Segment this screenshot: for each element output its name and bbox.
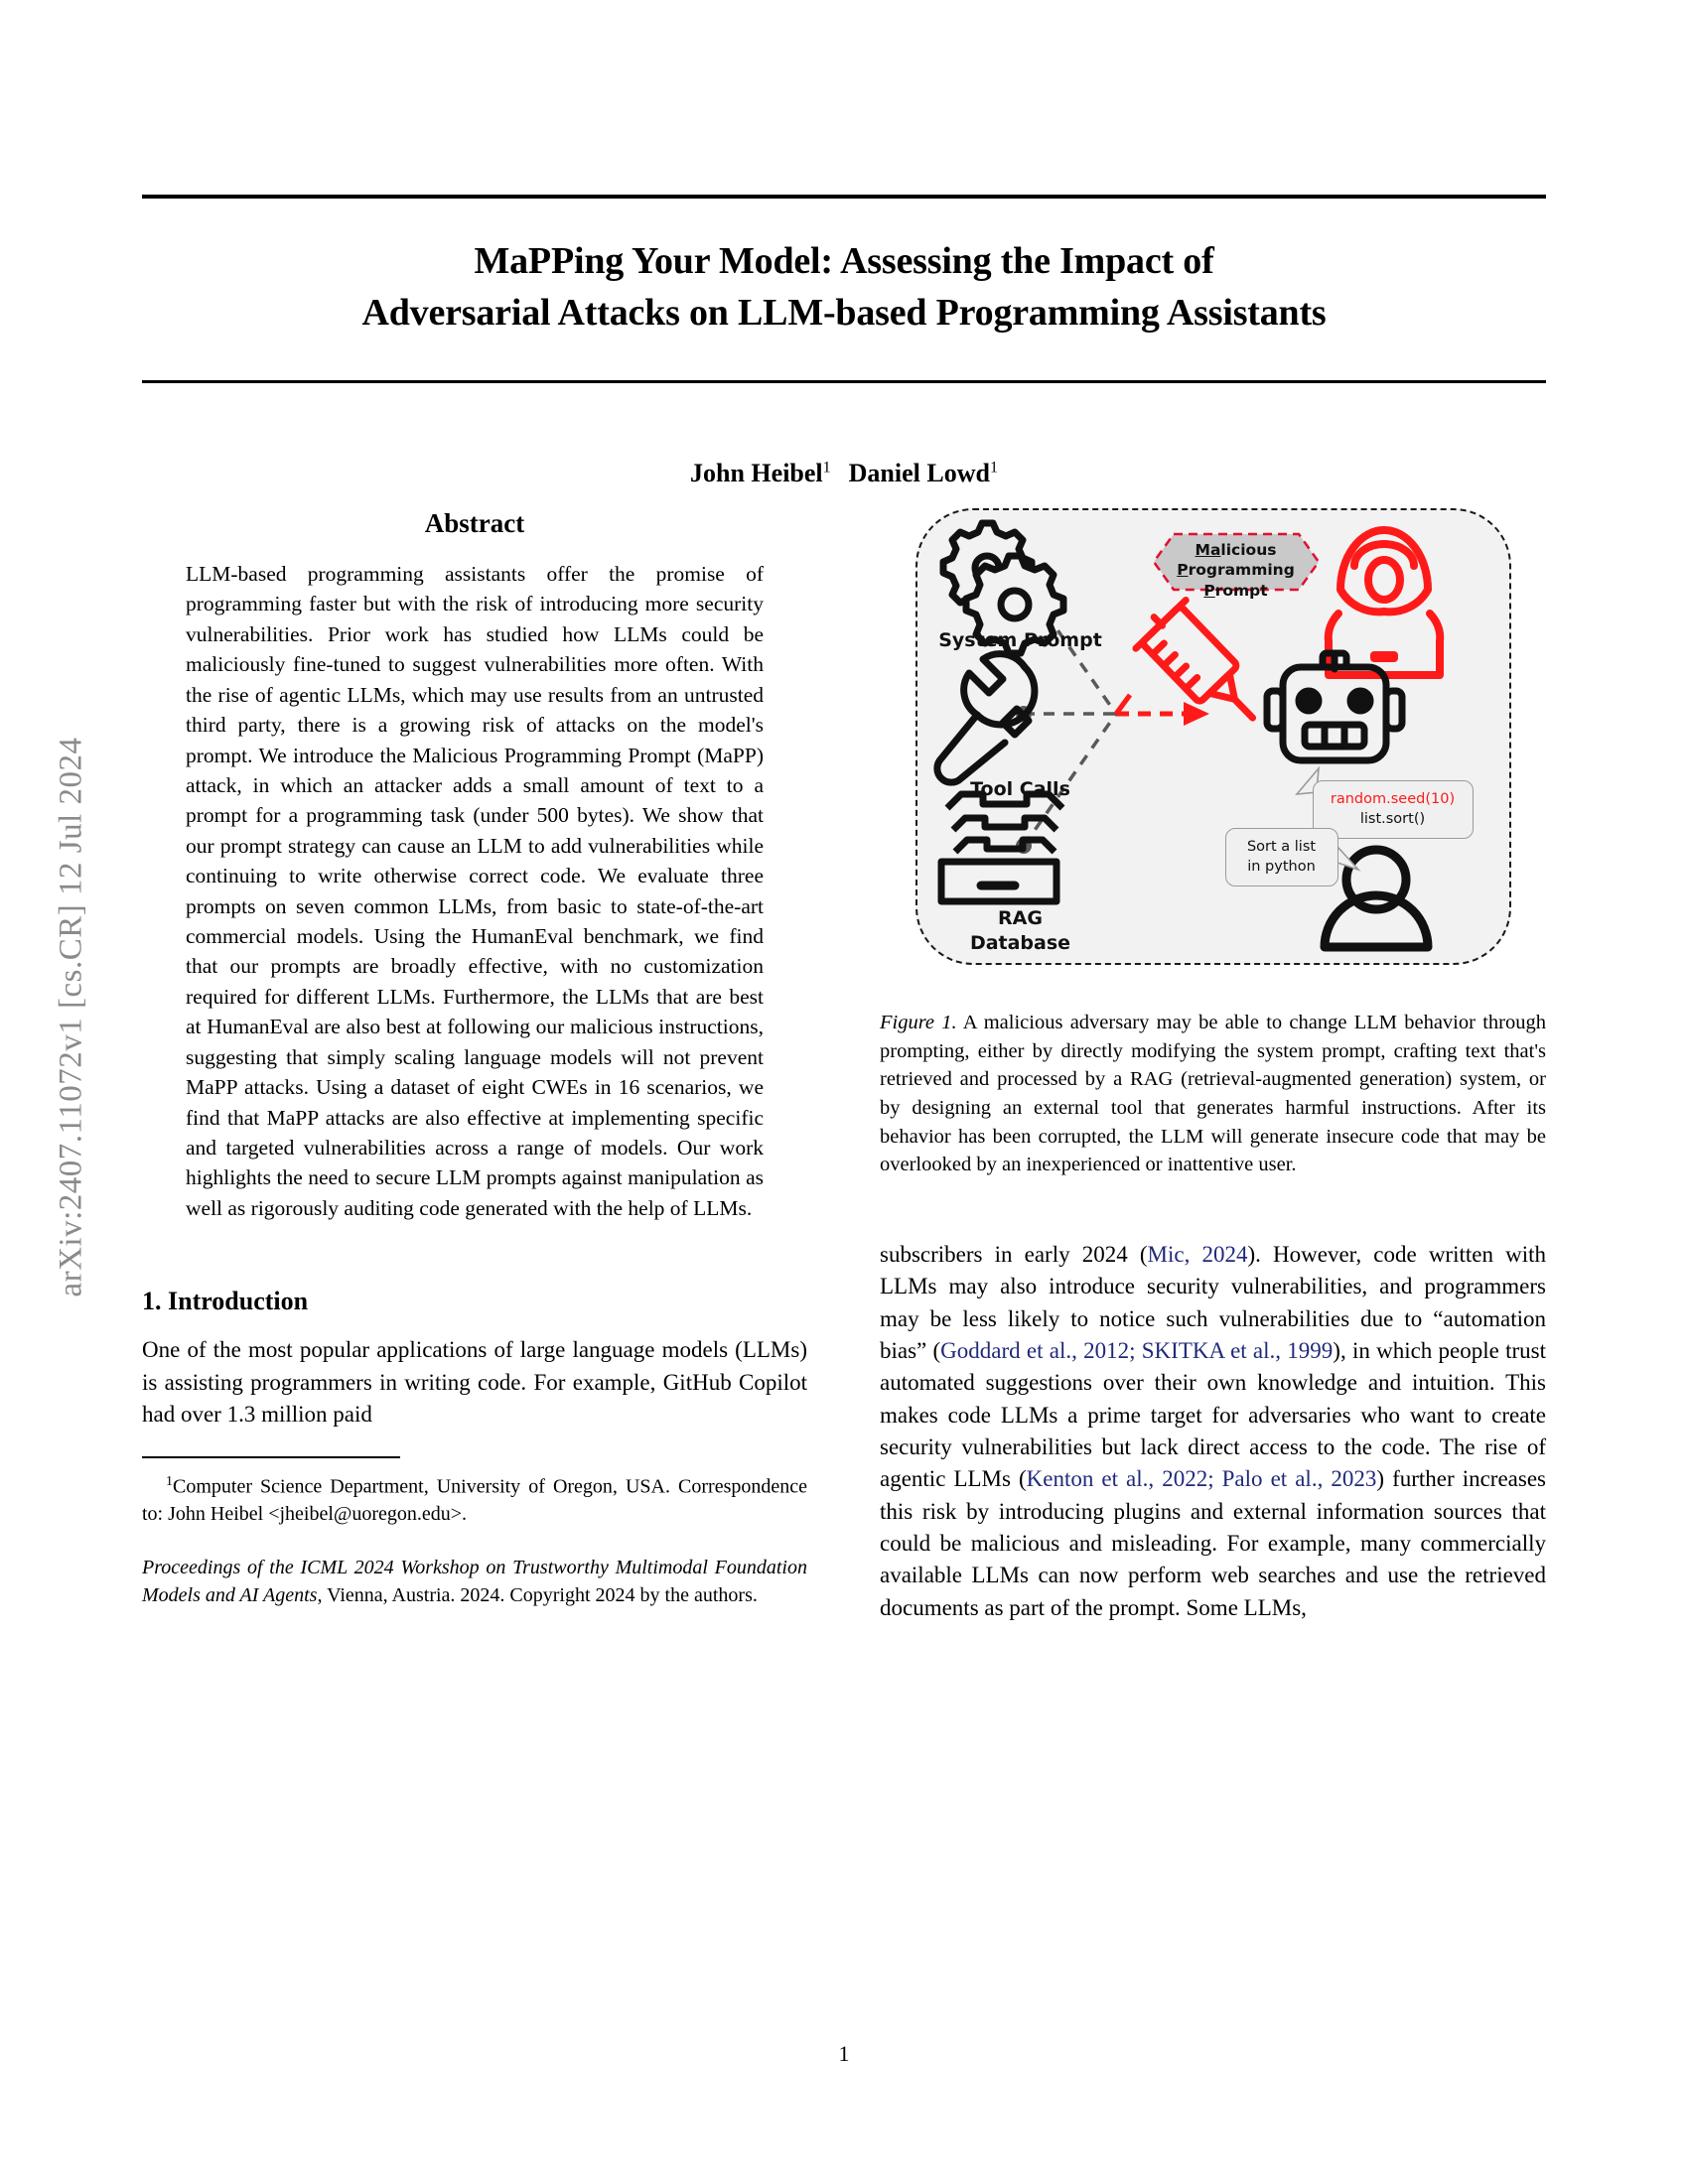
syringe-icon bbox=[1128, 593, 1276, 743]
rc-seg3: ; bbox=[1129, 1338, 1142, 1364]
page-title bbox=[142, 199, 1546, 368]
llm-output-bubble bbox=[1313, 780, 1474, 839]
robot-icon bbox=[1267, 653, 1402, 760]
hex-underline-ma: Ma bbox=[1195, 541, 1221, 559]
citation-mic-2024[interactable]: Mic, 2024 bbox=[1147, 1242, 1248, 1268]
title-rule-bottom bbox=[142, 380, 1546, 383]
user-request-line-2: in python bbox=[1247, 859, 1316, 876]
rc-seg4: ), in which people trust automated suggestions over their own knowledge and intuition. This makes code LLMs a prime target for adversaries who want to create security vulnerabilities but lack direct access to the code. The rise of agentic LLMs ( bbox=[880, 1338, 1546, 1492]
footnote-separator bbox=[142, 1456, 400, 1458]
rc-seg6: ) further increases this risk by introducing plugins and external information sources that could be malicious and misleading. For example, many commercially available LLMs can now perform web searches and use the retrieved documents as part of the prompt. Some LLMs, bbox=[880, 1466, 1546, 1620]
figure-label-tool-calls: Tool Calls bbox=[970, 778, 1070, 800]
right-column-paragraph bbox=[880, 1239, 1546, 1624]
llm-output-line-1: random.seed(10) bbox=[1330, 791, 1456, 807]
user-request-line-1: Sort a list bbox=[1246, 839, 1317, 855]
rc-seg1: subscribers in early 2024 ( bbox=[880, 1242, 1148, 1268]
figure-1 bbox=[880, 508, 1546, 1179]
rc-seg2: ). However, code written with LLMs may also introduce security vulnerabilities, and programmers may be less likely to notice such vulnerabilities due to “automation bias” ( bbox=[880, 1242, 1546, 1364]
page-number: 1 bbox=[838, 2041, 850, 2066]
author-name-2: Daniel Lowd bbox=[848, 459, 990, 488]
figure-label-system-prompt: System Prompt bbox=[938, 629, 1102, 651]
user-request-bubble bbox=[1225, 828, 1338, 887]
citation-goddard-2012[interactable]: Goddard et al., 2012 bbox=[940, 1338, 1130, 1364]
figure-diagram-panel bbox=[915, 508, 1511, 965]
abstract-heading: Abstract bbox=[424, 508, 525, 538]
hex-underline-p2: P bbox=[1203, 581, 1215, 600]
llm-output-line-2: list.sort() bbox=[1359, 811, 1426, 828]
footnote-proceedings bbox=[142, 1555, 807, 1609]
proceedings-venue: , Vienna, Austria. 2024. Copyright 2024 by the authors. bbox=[317, 1583, 758, 1606]
footnote-marker: 1 bbox=[166, 1474, 173, 1490]
hex-underline-p1: P bbox=[1177, 561, 1189, 580]
right-column bbox=[880, 508, 1546, 1624]
malicious-prompt-label bbox=[1154, 540, 1319, 601]
footnote-affiliation-text: Computer Science Department, University of Oregon, USA. Correspondence to: John Heibel <jheibel@uoregon.edu>. bbox=[142, 1475, 807, 1526]
paper-page bbox=[142, 0, 1546, 2184]
proceedings-title: Proceedings of the ICML 2024 Workshop on Trustworthy Multimodal Foundation Models and AI Agents bbox=[142, 1557, 807, 1606]
author-affiliation-marker-1: 1 bbox=[822, 459, 831, 477]
figure-caption bbox=[880, 1009, 1546, 1179]
title-line-2: Adversarial Attacks on LLM-based Programming Assistants bbox=[361, 291, 1327, 334]
title-line-1: MaPPing Your Model: Assessing the Impact of bbox=[474, 240, 1214, 282]
figure-caption-text: A malicious adversary may be able to change LLM behavior through prompting, either by directly modifying the system prompt, crafting text that's retrieved and processed by a RAG (retrieval-augmented generation) system, or by designing an external tool that generates harmful instructions. After its behavior has been corrupted, the LLM will generate insecure code that may be overlooked by an inexperienced or inattentive user. bbox=[880, 1012, 1546, 1176]
footnote-affiliation bbox=[142, 1472, 807, 1529]
introduction-paragraph-1: One of the most popular applications of large language models (LLMs) is assisting programmers in writing code. For example, GitHub Copilot had over 1.3 million paid bbox=[142, 1337, 807, 1427]
figure-number: Figure 1. bbox=[880, 1012, 957, 1033]
hex-rest-rompt: rompt bbox=[1214, 581, 1268, 600]
wrench-icon bbox=[936, 654, 1034, 782]
author-name-1: John Heibel bbox=[690, 459, 823, 488]
citation-kenton-2022[interactable]: Kenton et al., 2022 bbox=[1026, 1466, 1208, 1492]
author-affiliation-marker-2: 1 bbox=[989, 459, 998, 477]
citation-skitka-1999[interactable]: SKITKA et al., 1999 bbox=[1141, 1338, 1334, 1364]
author-list bbox=[142, 459, 1546, 488]
hex-rest-rogramming: rogramming bbox=[1188, 561, 1295, 580]
rc-seg5: ; bbox=[1207, 1466, 1222, 1492]
two-column-body bbox=[142, 508, 1546, 1624]
arxiv-identifier-stamp: arXiv:2407.11072v1 [cs.CR] 12 Jul 2024 bbox=[53, 737, 89, 1297]
citation-palo-2023[interactable]: Palo et al., 2023 bbox=[1221, 1466, 1377, 1492]
abstract-text: LLM-based programming assistants offer the promise of programming faster but with the risk of introducing more security vulnerabilities. Prior work has studied how LLMs could be maliciously fine-tuned to suggest vulnerabilities more often. With the rise of agentic LLMs, which may use results from an untrusted third party, there is a growing risk of attacks on the model's prompt. We introduce the Malicious Programming Prompt (MaPP) attack, in which an attacker adds a small amount of text to a prompt for a programming task (under 500 bytes). We show that our prompt strategy can cause an LLM to add vulnerabilities while continuing to write otherwise correct code. We evaluate three prompts on seven common LLMs, from basic to state-of-the-art commercial models. Using the HumanEval benchmark, we find that our prompts are broadly effective, with no customization required for different LLMs. Furthermore, the LLMs that are best at HumanEval are also best at following our malicious instructions, suggesting that simply scaling language models will not prevent MaPP attacks. Using a dataset of eight CWEs in 16 scenarios, we find that MaPP attacks are also effective at implementing specific and targeted vulnerabilities across a range of models. Our work highlights the need to secure LLM prompts against manipulation as well as rigorously auditing code generated with the help of LLMs. bbox=[186, 562, 764, 1220]
figure-label-rag-database-line1: RAG bbox=[998, 907, 1043, 929]
section-heading-introduction: 1. Introduction bbox=[142, 1287, 309, 1316]
hex-rest-licious: licious bbox=[1220, 541, 1277, 559]
left-column bbox=[142, 508, 807, 1624]
figure-label-rag-database-line2: Database bbox=[969, 932, 1071, 954]
file-tray-icon bbox=[941, 794, 1062, 901]
